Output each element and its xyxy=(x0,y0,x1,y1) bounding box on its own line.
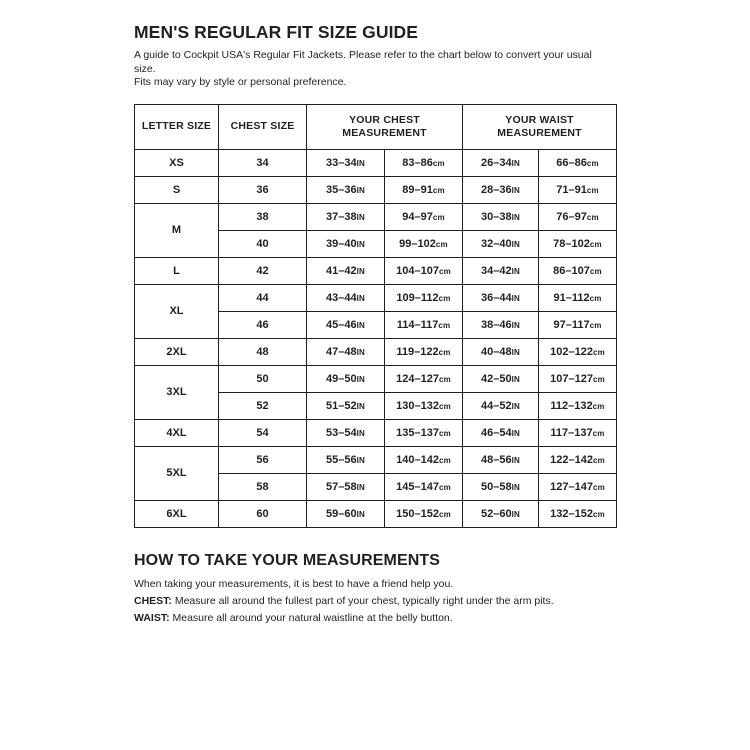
cell-waist-cm: 91–112cm xyxy=(539,284,617,311)
cell-chest-cm: 140–142cm xyxy=(385,446,463,473)
cell-letter-size: S xyxy=(135,176,219,203)
cell-waist-cm: 102–122cm xyxy=(539,338,617,365)
cell-chest-size: 48 xyxy=(219,338,307,365)
cell-waist-cm: 132–152cm xyxy=(539,500,617,527)
cell-chest-cm: 135–137cm xyxy=(385,419,463,446)
cell-chest-size: 54 xyxy=(219,419,307,446)
cell-letter-size: XS xyxy=(135,149,219,176)
table-row xyxy=(135,500,617,527)
cell-chest-inches: 49–50IN xyxy=(307,365,385,392)
cell-chest-size: 46 xyxy=(219,311,307,338)
col-header-waist-measurement: YOUR WAIST MEASUREMENT xyxy=(463,104,617,149)
cell-chest-inches: 41–42IN xyxy=(307,257,385,284)
cell-waist-inches: 44–52IN xyxy=(463,392,539,419)
table-row xyxy=(135,446,617,473)
cell-waist-inches: 38–46IN xyxy=(463,311,539,338)
table-row xyxy=(135,338,617,365)
cell-chest-cm: 145–147cm xyxy=(385,473,463,500)
cell-chest-size: 44 xyxy=(219,284,307,311)
cell-waist-cm: 86–107cm xyxy=(539,257,617,284)
table-row xyxy=(135,419,617,446)
cell-waist-inches: 50–58IN xyxy=(463,473,539,500)
table-row xyxy=(135,149,617,176)
table-row xyxy=(135,176,617,203)
page-subtitle xyxy=(134,49,614,90)
cell-waist-inches: 40–48IN xyxy=(463,338,539,365)
cell-waist-inches: 28–36IN xyxy=(463,176,539,203)
table-row xyxy=(135,365,617,392)
waist-text: Measure all around your natural waistline at the belly button. xyxy=(169,611,453,624)
chest-text: Measure all around the fullest part of your chest, typically right under the arm pits. xyxy=(171,594,554,607)
cell-chest-size: 34 xyxy=(219,149,307,176)
cell-chest-inches: 57–58IN xyxy=(307,473,385,500)
cell-chest-cm: 150–152cm xyxy=(385,500,463,527)
cell-waist-cm: 66–86cm xyxy=(539,149,617,176)
subtitle-line-2: Fits may vary by style or personal preference. xyxy=(134,76,347,88)
cell-chest-inches: 37–38IN xyxy=(307,203,385,230)
cell-waist-inches: 30–38IN xyxy=(463,203,539,230)
col-header-letter-size: LETTER SIZE xyxy=(135,104,219,149)
cell-chest-cm: 89–91cm xyxy=(385,176,463,203)
cell-letter-size: 4XL xyxy=(135,419,219,446)
waist-label: WAIST: xyxy=(134,611,170,624)
table-body xyxy=(135,149,617,527)
cell-letter-size: XL xyxy=(135,284,219,338)
cell-chest-size: 38 xyxy=(219,203,307,230)
col-header-chest-size: CHEST SIZE xyxy=(219,104,307,149)
measurements-title: HOW TO TAKE YOUR MEASUREMENTS xyxy=(134,551,441,569)
size-chart-table xyxy=(134,104,617,528)
cell-chest-size: 56 xyxy=(219,446,307,473)
cell-chest-inches: 45–46IN xyxy=(307,311,385,338)
cell-chest-cm: 119–122cm xyxy=(385,338,463,365)
cell-waist-inches: 36–44IN xyxy=(463,284,539,311)
cell-chest-cm: 109–112cm xyxy=(385,284,463,311)
cell-waist-cm: 97–117cm xyxy=(539,311,617,338)
cell-chest-cm: 114–117cm xyxy=(385,311,463,338)
table-head xyxy=(135,104,617,149)
cell-waist-inches: 52–60IN xyxy=(463,500,539,527)
subtitle-line-1: A guide to Cockpit USA's Regular Fit Jackets. Please refer to the chart below to convert your usual size. xyxy=(134,49,592,75)
cell-waist-inches: 48–56IN xyxy=(463,446,539,473)
cell-chest-size: 58 xyxy=(219,473,307,500)
cell-waist-cm: 76–97cm xyxy=(539,203,617,230)
cell-letter-size: 5XL xyxy=(135,446,219,500)
page-title: MEN'S REGULAR FIT SIZE GUIDE xyxy=(134,22,419,42)
cell-letter-size: 2XL xyxy=(135,338,219,365)
cell-letter-size: 3XL xyxy=(135,365,219,419)
cell-waist-inches: 46–54IN xyxy=(463,419,539,446)
cell-waist-inches: 32–40IN xyxy=(463,230,539,257)
cell-chest-inches: 55–56IN xyxy=(307,446,385,473)
cell-chest-inches: 35–36IN xyxy=(307,176,385,203)
cell-chest-cm: 94–97cm xyxy=(385,203,463,230)
cell-waist-cm: 78–102cm xyxy=(539,230,617,257)
cell-chest-size: 60 xyxy=(219,500,307,527)
cell-chest-size: 52 xyxy=(219,392,307,419)
cell-waist-cm: 107–127cm xyxy=(539,365,617,392)
cell-chest-cm: 83–86cm xyxy=(385,149,463,176)
cell-letter-size: L xyxy=(135,257,219,284)
measurements-section xyxy=(134,552,616,626)
cell-chest-inches: 59–60IN xyxy=(307,500,385,527)
cell-waist-inches: 34–42IN xyxy=(463,257,539,284)
cell-chest-size: 40 xyxy=(219,230,307,257)
cell-chest-cm: 124–127cm xyxy=(385,365,463,392)
table-row xyxy=(135,284,617,311)
measurements-intro: When taking your measurements, it is best to have a friend help you. xyxy=(134,577,454,590)
chest-label: CHEST: xyxy=(134,594,172,607)
cell-chest-inches: 33–34IN xyxy=(307,149,385,176)
table-header-row xyxy=(135,104,617,149)
cell-chest-cm: 104–107cm xyxy=(385,257,463,284)
cell-waist-cm: 117–137cm xyxy=(539,419,617,446)
cell-chest-size: 42 xyxy=(219,257,307,284)
cell-waist-inches: 26–34IN xyxy=(463,149,539,176)
cell-chest-inches: 39–40IN xyxy=(307,230,385,257)
cell-waist-cm: 112–132cm xyxy=(539,392,617,419)
measurements-waist xyxy=(134,611,616,626)
cell-letter-size: 6XL xyxy=(135,500,219,527)
cell-waist-inches: 42–50IN xyxy=(463,365,539,392)
col-header-chest-measurement: YOUR CHEST MEASUREMENT xyxy=(307,104,463,149)
cell-chest-size: 36 xyxy=(219,176,307,203)
cell-waist-cm: 122–142cm xyxy=(539,446,617,473)
cell-chest-size: 50 xyxy=(219,365,307,392)
cell-chest-inches: 47–48IN xyxy=(307,338,385,365)
cell-chest-cm: 99–102cm xyxy=(385,230,463,257)
table-row xyxy=(135,203,617,230)
cell-chest-inches: 51–52IN xyxy=(307,392,385,419)
cell-letter-size: M xyxy=(135,203,219,257)
cell-waist-cm: 71–91cm xyxy=(539,176,617,203)
table-row xyxy=(135,257,617,284)
measurements-chest xyxy=(134,594,616,609)
cell-chest-inches: 53–54IN xyxy=(307,419,385,446)
cell-chest-cm: 130–132cm xyxy=(385,392,463,419)
cell-chest-inches: 43–44IN xyxy=(307,284,385,311)
cell-waist-cm: 127–147cm xyxy=(539,473,617,500)
